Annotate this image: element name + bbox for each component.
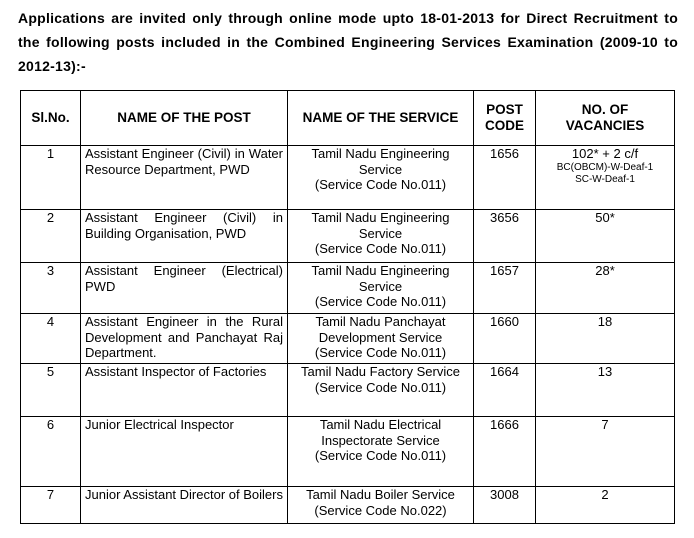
vacancies-note: BC(OBCM)-W-Deaf-1 (556, 161, 654, 173)
vacancies-value: 102* + 2 c/f (571, 146, 639, 161)
service-code: (Service Code No.022) (314, 502, 447, 518)
service-name: Tamil Nadu Panchayat Development Service (315, 314, 446, 345)
sl-no-cell: 3 (21, 263, 81, 314)
post-name-cell: Junior Assistant Director of Boilers (81, 487, 288, 524)
post-name-cell: Junior Electrical Inspector (81, 417, 288, 487)
service-name: Tamil Nadu Electrical Inspectorate Service (319, 417, 442, 448)
post-name-cell: Assistant Engineer in the Rural Development and Panchayat Raj Department. (81, 314, 288, 364)
post-code-cell: 1660 (474, 314, 536, 364)
header-sl-no: Sl.No. (21, 91, 81, 146)
service-name-cell (288, 314, 474, 364)
post-code-cell: 3008 (474, 487, 536, 524)
table-row (21, 146, 675, 210)
service-name: Tamil Nadu Boiler Service (306, 487, 455, 502)
sl-no-cell: 2 (21, 210, 81, 263)
table-row (21, 263, 675, 314)
header-post-code-line1: POST (486, 102, 523, 117)
sl-no-cell: 6 (21, 417, 81, 487)
service-code: (Service Code No.011) (314, 294, 447, 309)
header-vacancies-line2: VACANCIES (565, 118, 645, 133)
service-name: Tamil Nadu Engineering Service (311, 263, 450, 294)
table-row (21, 364, 675, 417)
post-name-cell: Assistant Engineer (Electrical) PWD (81, 263, 288, 314)
post-code-cell: 1657 (474, 263, 536, 314)
header-vacancies-line1: NO. OF (581, 102, 629, 117)
vacancies-cell: 13 (536, 364, 675, 417)
table-row (21, 314, 675, 364)
service-code: (Service Code No.011) (314, 379, 447, 395)
service-name: Tamil Nadu Engineering Service (311, 210, 450, 241)
service-code: (Service Code No.011) (314, 448, 447, 463)
table-row (21, 417, 675, 487)
service-name-cell (288, 364, 474, 417)
vacancies-cell: 18 (536, 314, 675, 364)
vacancies-cell (536, 146, 675, 210)
sl-no-cell: 5 (21, 364, 81, 417)
header-name-of-post: NAME OF THE POST (81, 91, 288, 146)
sl-no-cell: 7 (21, 487, 81, 524)
header-vacancies (536, 91, 675, 146)
post-code-cell: 1656 (474, 146, 536, 210)
vacancies-cell: 2 (536, 487, 675, 524)
service-name-cell (288, 417, 474, 487)
service-name-cell (288, 210, 474, 263)
service-code: (Service Code No.011) (314, 345, 447, 360)
table-row (21, 487, 675, 524)
sl-no-cell: 4 (21, 314, 81, 364)
service-code: (Service Code No.011) (314, 177, 447, 192)
header-post-code-line2: CODE (484, 118, 524, 133)
table-row (21, 210, 675, 263)
vacancies-cell: 28* (536, 263, 675, 314)
vacancies-cell: 50* (536, 210, 675, 263)
service-name: Tamil Nadu Engineering Service (311, 146, 450, 177)
vacancies-note: SC-W-Deaf-1 (575, 173, 635, 185)
service-name: Tamil Nadu Factory Service (301, 364, 460, 379)
sl-no-cell: 1 (21, 146, 81, 210)
post-name-cell: Assistant Engineer (Civil) in Building Organisation, PWD (81, 210, 288, 263)
service-name-cell (288, 487, 474, 524)
posts-table (20, 90, 675, 524)
header-post-code (474, 91, 536, 146)
service-name-cell (288, 146, 474, 210)
vacancies-cell: 7 (536, 417, 675, 487)
post-code-cell: 1664 (474, 364, 536, 417)
post-name-cell: Assistant Inspector of Factories (81, 364, 288, 417)
service-code: (Service Code No.011) (314, 241, 447, 256)
service-name-cell (288, 263, 474, 314)
table-header-row (21, 91, 675, 146)
intro-paragraph: Applications are invited only through online mode upto 18-01-2013 for Direct Recruitment to the following posts included in the Combined Engineering Services Examination (2009-10 to 2012-13):- (18, 10, 678, 74)
post-code-cell: 1666 (474, 417, 536, 487)
header-name-of-service: NAME OF THE SERVICE (288, 91, 474, 146)
post-code-cell: 3656 (474, 210, 536, 263)
post-name-cell: Assistant Engineer (Civil) in Water Resource Department, PWD (81, 146, 288, 210)
